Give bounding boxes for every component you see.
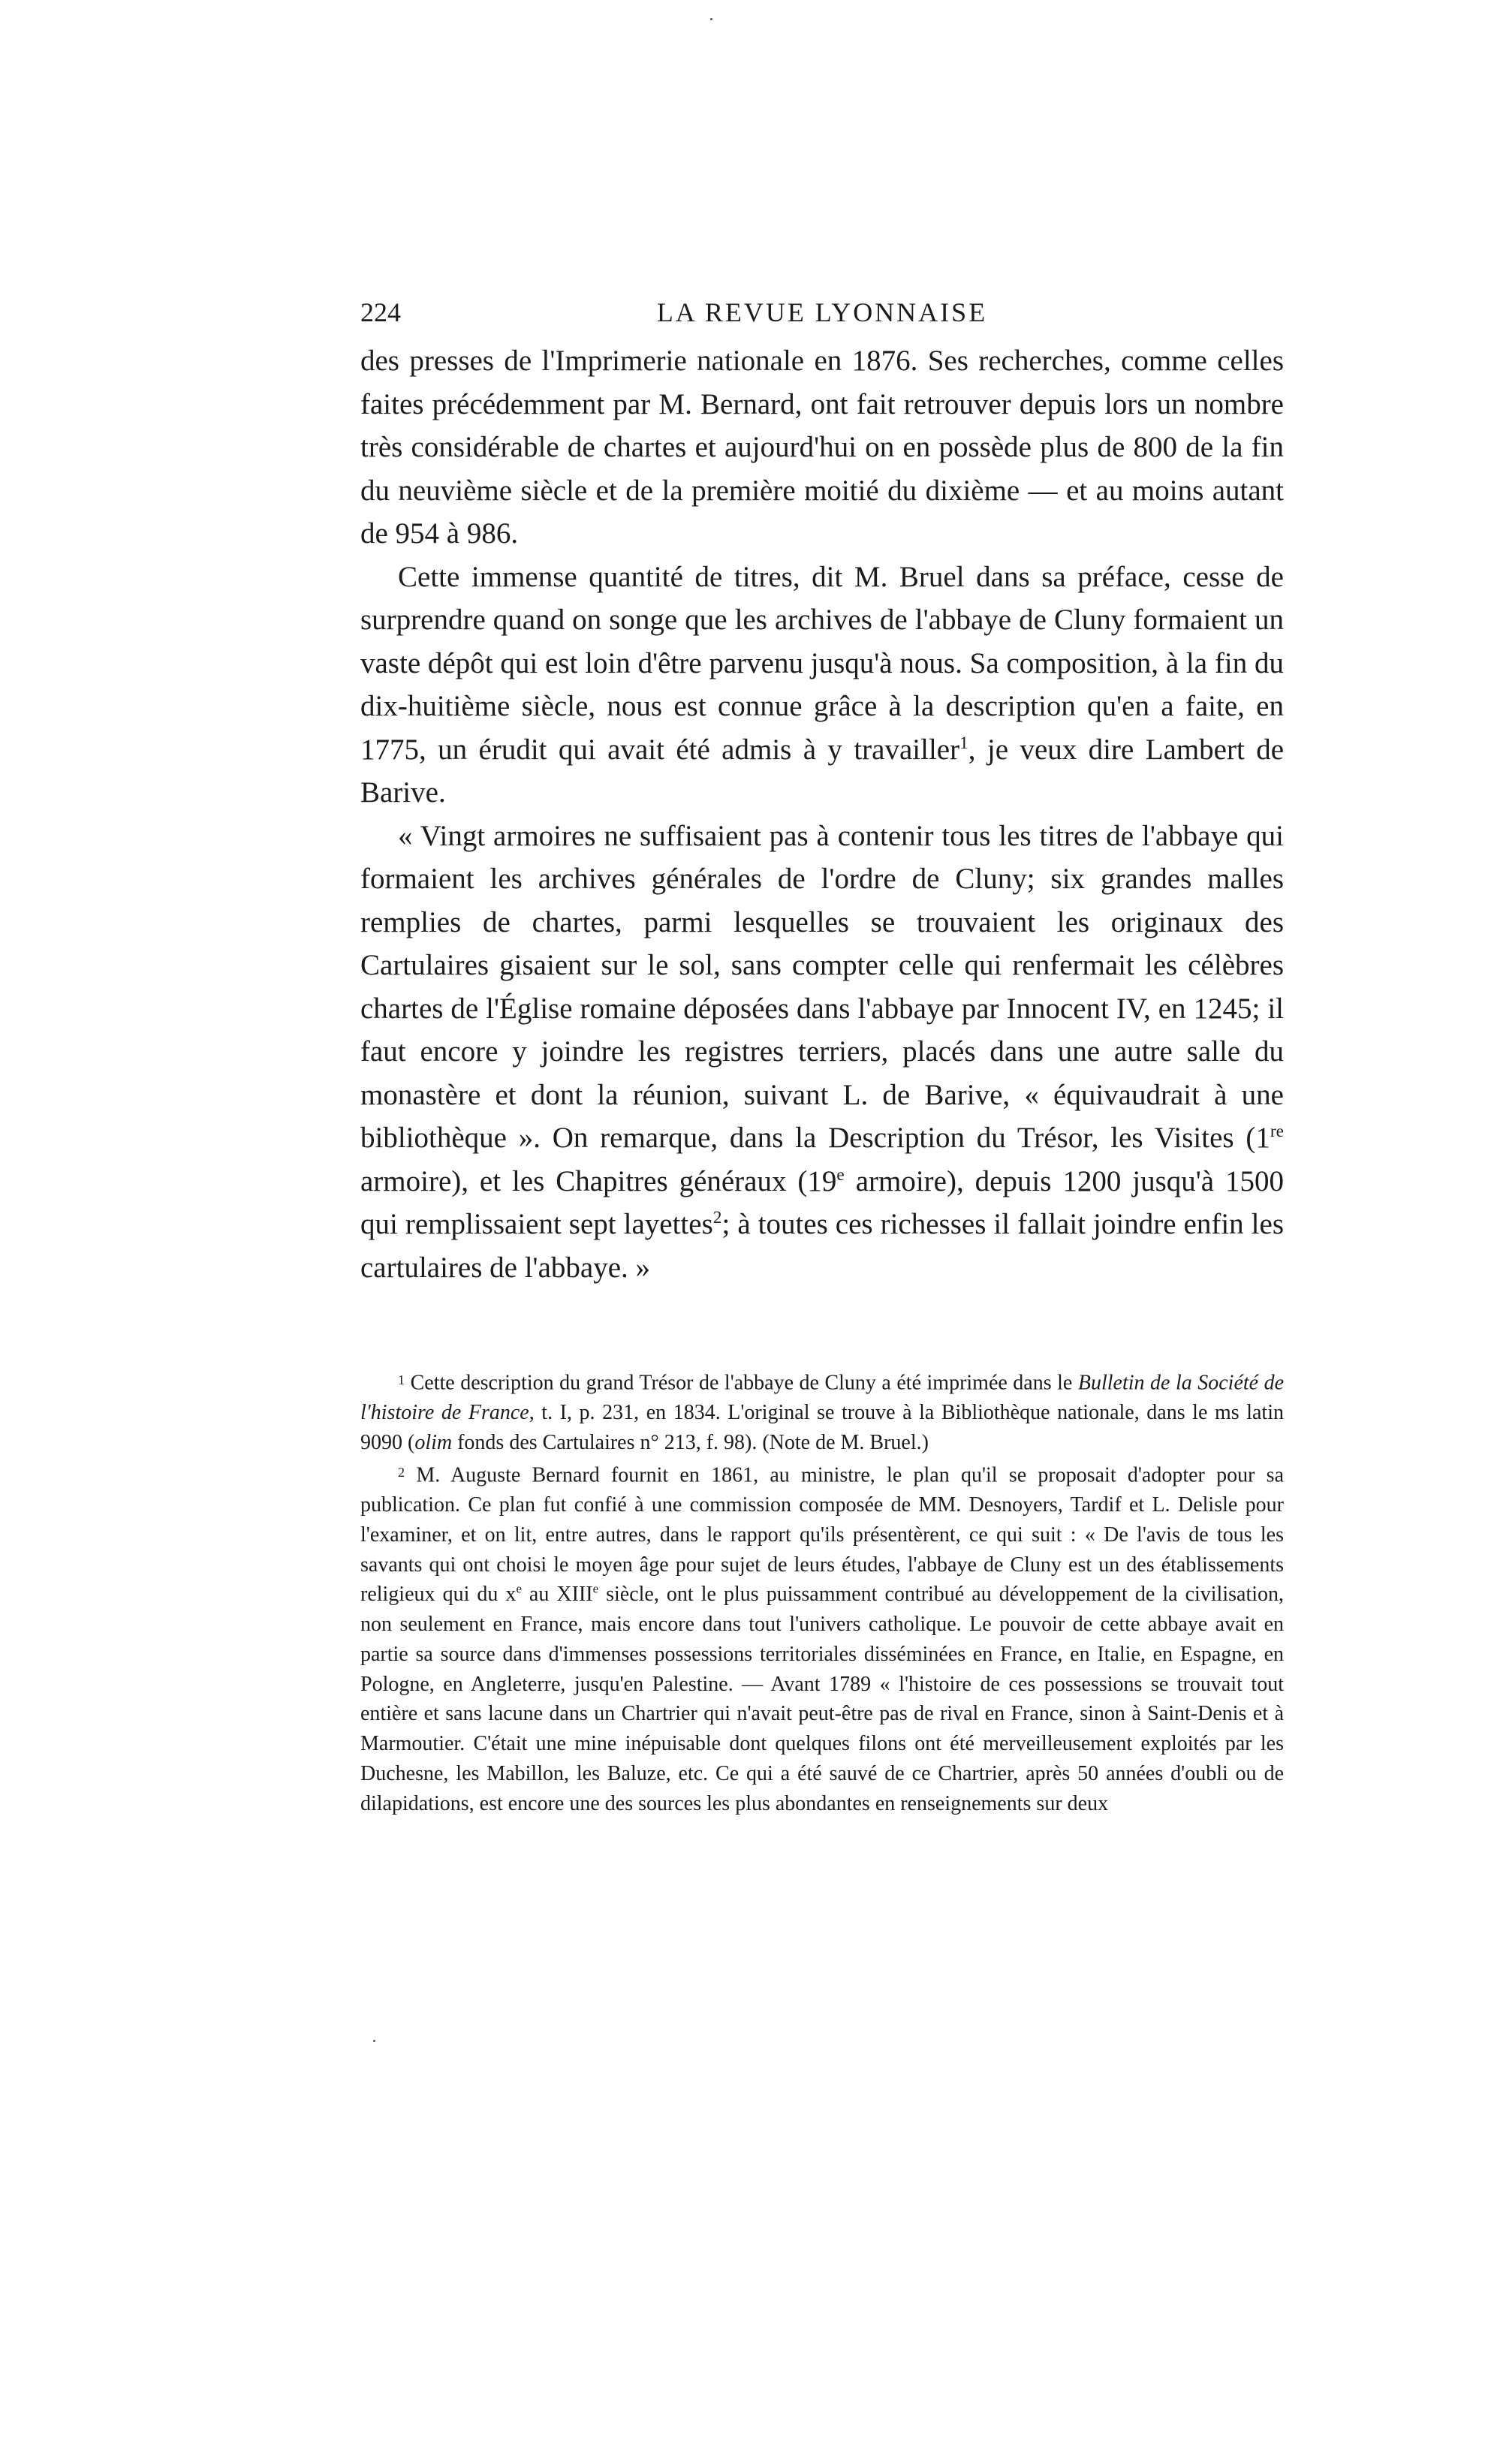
footnote-ref-1: 1 (959, 733, 968, 753)
superscript-e: e (836, 1164, 845, 1185)
footnote-1-text-c: fonds des Cartulaires n° 213, f. 98). (Note de M. Bruel.) (452, 1430, 929, 1454)
footnote-2-text-a: M. Auguste Bernard fournit en 1861, au ministre, le plan qu'il se proposait d'adopter pour sa publication. Ce plan fut confié à une commission composée de MM. Desnoyers, Tardif et L. Delisle pour l'examiner, et on lit, entre autres, dans le rapport qu'ils présentèrent, ce qui suit : « De l'avis de tous les savants qui ont choisi le moyen âge pour sujet de leurs études, l'abbaye de Cluny est un des établissements religieux qui du x (360, 1463, 1285, 1607)
paragraph-continuation (360, 339, 1284, 556)
footnote-1-bulletin-title: Bulletin de la Société de l'histoire de France (360, 1371, 1285, 1425)
footnotes (360, 1366, 1284, 1819)
quote-part-2: armoire), et les Chapitres généraux (19 (360, 1164, 837, 1197)
body-text (360, 339, 1284, 1289)
footnote-1-olim: olim (414, 1430, 453, 1454)
footnote-2-text-c: siècle, ont le plus puissamment contribué au développement de la civilisation, non seulement en France, mais encore dans tout l'univers catholique. Le pouvoir de cette abbaye avait en partie sa source dans d'immenses possessions territoriales disséminées en France, en Italie, en Espagne, en Pologne, en Angleterre, jusqu'en Palestine. — Avant 1789 « l'histoire de ces possessions se trouvait tout entière et sans lacune dans un Chartrier qui n'avait peut-être pas de rival en France, sinon à Saint-Denis et à Marmoutier. C'était une mine inépuisable dont quelques filons ont été merveilleusement exploités par les Duchesne, les Mabillon, les Baluze, etc. Ce qui a été sauvé de ce Chartrier, après 50 années d'oubli ou de dilapidations, est encore une des sources les plus abondantes en renseignements sur deux (360, 1583, 1284, 1815)
ink-speck (710, 18, 712, 20)
paragraph-bruel (360, 556, 1284, 815)
quote-part-3: armoire), depuis 1200 jusqu'à 1500 qui remplissaient sept layettes (360, 1164, 1284, 1240)
page-number: 224 (360, 297, 401, 327)
paragraph-2-end: , je veux dire Lambert de Barive. (360, 733, 1285, 809)
footnote-1 (360, 1366, 1284, 1458)
paragraph-quote (360, 815, 1284, 1290)
running-title: LA REVUE LYONNAISE (656, 297, 988, 327)
footnote-1-text-b: , t. I, p. 231, en 1834. L'original se trouve à la Bibliothèque nationale, dans le ms latin 9090 ( (360, 1401, 1284, 1454)
footnote-ref-2: 2 (712, 1208, 722, 1227)
paragraph-1-text: des presses de l'Imprimerie nationale en 1876. Ses recherches, comme celles faites précédemment par M. Bernard, ont fait retrouver depuis lors un nombre très considérable de chartes et aujourd'hui on en possède plus de 800 de la fin du neuvième siècle et de la première moitié du dixième — et au moins autant de 954 à 986. (360, 345, 1284, 550)
ink-speck (373, 2040, 375, 2042)
footnote-1-text-a: Cette description du grand Trésor de l'abbaye de Cluny a été imprimée dans le (410, 1371, 1078, 1395)
footnote-2 (360, 1458, 1284, 1819)
footnote-2-sup-2: e (592, 1581, 599, 1596)
quote-part-1: « Vingt armoires ne suffisaient pas à contenir tous les titres de l'abbaye qui formaient les archives générales de l'ordre de Cluny; six grandes malles remplies de chartes, parmi lesquelles se trouvaient les originaux des Cartulaires gisaient sur le sol, sans compter celle qui renfermait les célèbres chartes de l'Église romaine déposées dans l'abbaye par Innocent IV, en 1245; il faut encore y joindre les registres terriers, placés dans une autre salle du monastère et dont la réunion, suivant L. de Barive, « équivaudrait à une bibliothèque ». On remarque, dans la Description du Trésor, les Visites (1 (360, 819, 1284, 1154)
paragraph-2-text: Cette immense quantité de titres, dit M. Bruel dans sa préface, cesse de surprendre quand on songe que les archives de l'abbaye de Cluny formaient un vaste dépôt qui est loin d'être parvenu jusqu'à nous. Sa composition, à la fin du dix-huitième siècle, nous est connue grâce à la description qu'en a faite, en 1775, un érudit qui avait été admis à y travailler (360, 560, 1284, 766)
quote-part-4: ; à toutes ces richesses il fallait joindre enfin les cartulaires de l'abbaye. » (360, 1208, 1284, 1284)
footnote-1-mark: 1 (398, 1372, 405, 1387)
footnote-2-sup-1: e (516, 1581, 522, 1596)
superscript-re: re (1270, 1122, 1284, 1141)
footnote-2-mark: 2 (398, 1464, 405, 1480)
footnote-2-text-b: au XIII (521, 1583, 593, 1607)
page-header (360, 290, 1284, 335)
